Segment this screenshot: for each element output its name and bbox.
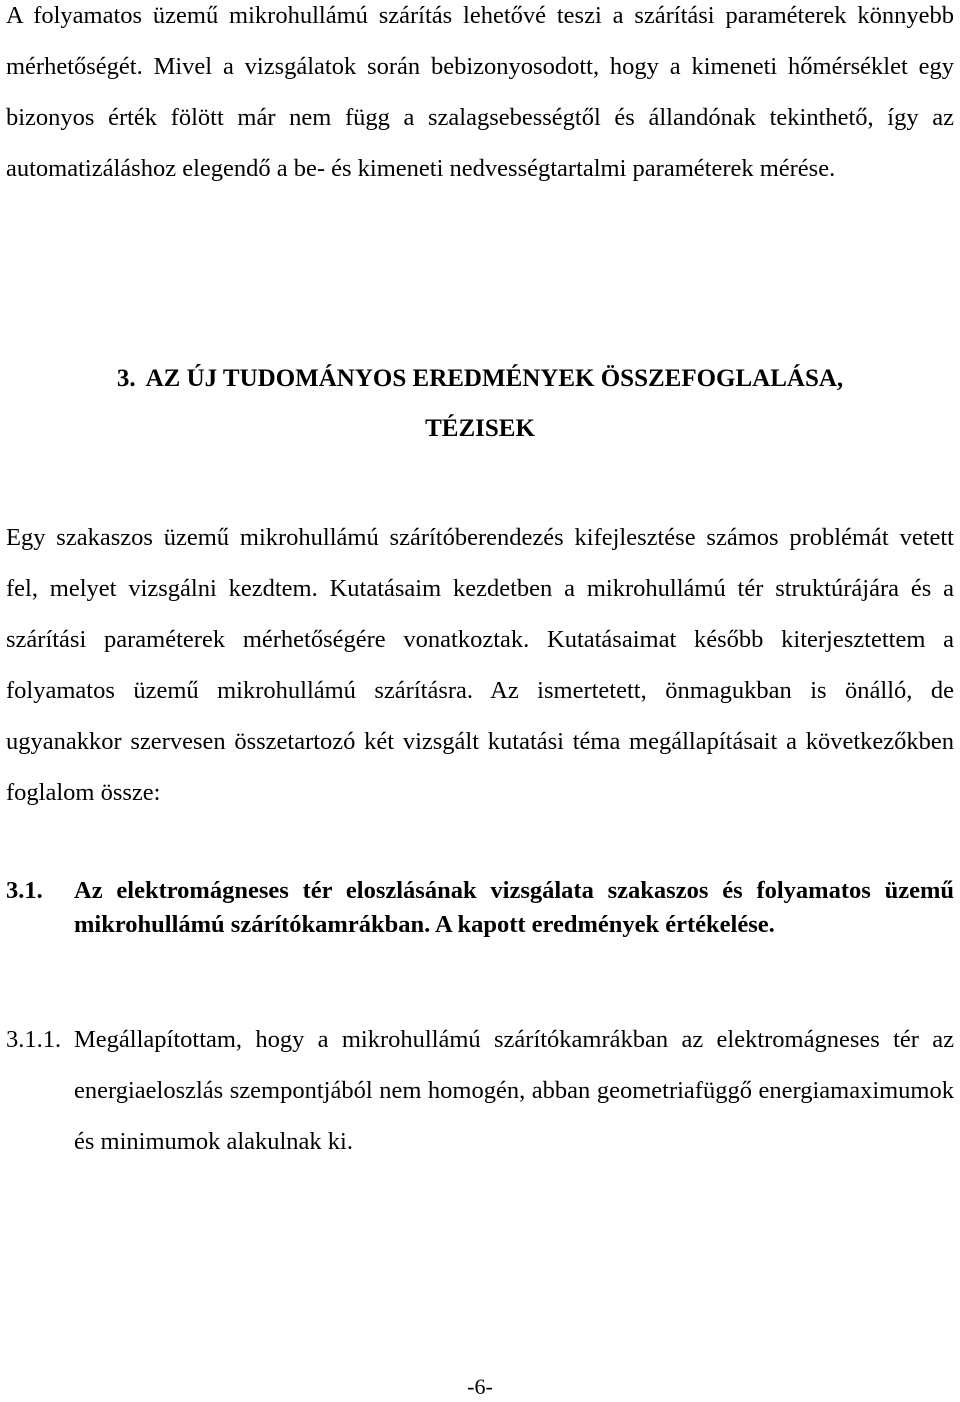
thesis-item [6,1014,954,1167]
page-number: -6- [467,1374,493,1399]
thesis-text: Megállapítottam, hogy a mikrohullámú szárítókamrákban az elektromágneses tér az energiaeloszlás szempontjából nem homogén, abban geometriafüggő energiamaximumok és minimumok alakulnak ki. [74,1026,954,1155]
thesis-number: 3.1.1. [6,1026,62,1053]
section-number: 3. [116,365,136,392]
subsection-number: 3.1. [6,877,43,904]
section-title-line1: AZ ÚJ TUDOMÁNYOS EREDMÉNYEK ÖSSZEFOGLALÁSA, [145,365,844,392]
intro-paragraph: A folyamatos üzemű mikrohullámú szárítás lehetővé teszi a szárítási paraméterek könnyebb mérhetőségét. Mivel a vizsgálatok során bebizonyosodott, hogy a kimeneti hőmérséklet egy bizonyos érték fölött már nem függ a szalagsebességtől és állandónak tekinthető, így az automatizáláshoz elegendő a be- és kimeneti nedvességtartalmi paraméterek mérése. [6,2,954,182]
subsection-title: Az elektromágneses tér eloszlásának vizsgálata szakaszos és folyamatos üzemű mikrohullámú szárítókamrákban. A kapott eredmények értékelése. [74,877,954,938]
section-heading [6,354,954,454]
section-title-line2: TÉZISEK [425,415,535,442]
subsection-heading [6,874,954,942]
main-paragraph: Egy szakaszos üzemű mikrohullámú szárítóberendezés kifejlesztése számos problémát vetett fel, melyet vizsgálni kezdtem. Kutatásaim kezdetben a mikrohullámú tér struktúrájára és a szárítási paraméterek mérhetőségére vonatkoztak. Kutatásaimat később kiterjesztettem a folyamatos üzemű mikrohullámú szárításra. Az ismertetett, önmagukban is önálló, de ugyanakkor szervesen összetartozó két vizsgált kutatási téma megállapításait a következőkben foglalom össze: [6,524,954,806]
